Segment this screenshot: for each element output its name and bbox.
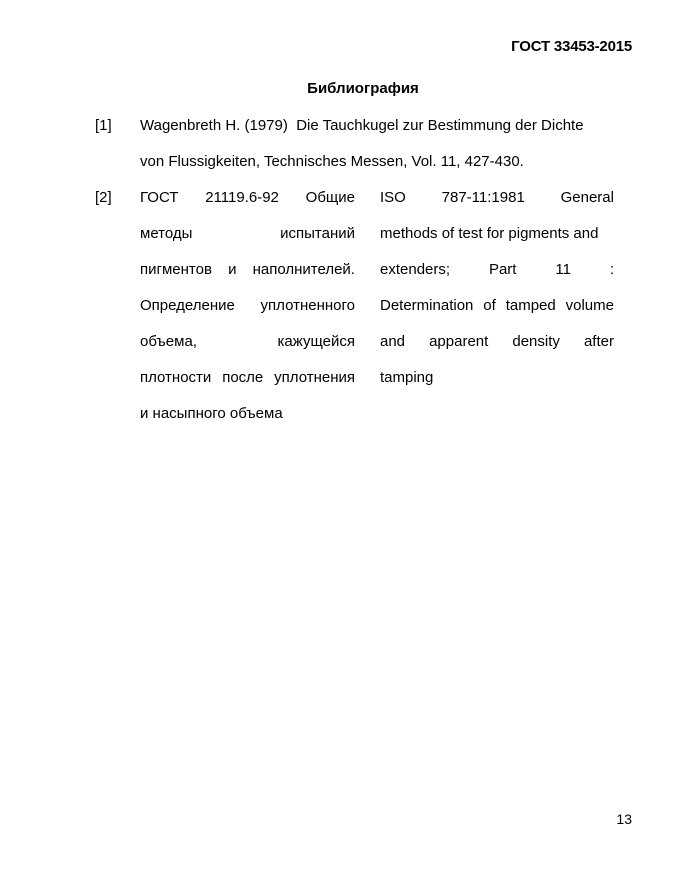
ru-word: 21119.6-92 (205, 189, 279, 206)
ru-word: после (222, 369, 264, 386)
en-word: of (483, 297, 496, 314)
page-number: 13 (616, 811, 632, 827)
ref-1-line-2: von Flussigkeiten, Technisches Messen, Vol. 11, 427-430. (140, 153, 524, 170)
ru-word: Определение (140, 297, 235, 314)
en-word: General (560, 189, 614, 206)
ref-2-ru-line (140, 369, 355, 387)
en-word: apparent (429, 333, 489, 350)
ref-2-ru-line (140, 189, 355, 207)
ref-2-en-line (380, 333, 614, 351)
ru-word: методы (140, 225, 193, 242)
ru-word: кажущейся (277, 333, 355, 350)
ru-word: уплотнения (274, 369, 355, 386)
en-word: volume (565, 297, 614, 314)
en-word: density (512, 333, 560, 350)
en-word: and (380, 333, 406, 350)
document-code: ГОСТ 33453-2015 (511, 38, 632, 55)
ru-word: и (228, 261, 237, 278)
ref-2-en-line (380, 297, 614, 315)
ref-2-ru-line (140, 333, 355, 351)
ref-1-line-1 (140, 117, 614, 135)
ru-word: наполнителей. (252, 261, 355, 278)
ref-2-ru-line (140, 297, 355, 315)
ref-2-en-line (380, 261, 614, 279)
ru-word: пигментов (140, 261, 212, 278)
ref-2-en-line (380, 369, 614, 387)
en-word: methods of test for pigments and (380, 225, 599, 242)
en-word: Part (488, 261, 517, 278)
ref-2-ru-line (140, 261, 355, 279)
en-word: tamped (505, 297, 556, 314)
section-title: Библиография (307, 80, 419, 97)
ru-word: плотности (140, 369, 212, 386)
ref-1-line-1-text: Wagenbreth H. (1979) Die Tauchkugel zur Bestimmung der Dichte (140, 117, 584, 134)
ref-2-en-line (380, 189, 614, 207)
en-word: extenders; (380, 261, 451, 278)
ref-2-en-line (380, 225, 614, 243)
en-word: : (609, 261, 614, 278)
ru-word: испытаний (280, 225, 355, 242)
ref-1-number: [1] (95, 117, 112, 134)
en-word: after (583, 333, 614, 350)
en-word: ISO (380, 189, 406, 206)
ref-2-ru-line (140, 405, 355, 423)
ru-word: Общие (305, 189, 355, 206)
ru-word: и насыпного объема (140, 405, 283, 422)
en-word: Determination (380, 297, 474, 314)
ref-2-ru-line (140, 225, 355, 243)
ru-word: объема, (140, 333, 197, 350)
en-word: 787-11:1981 (441, 189, 525, 206)
en-word: 11 (555, 261, 571, 278)
en-word: tamping (380, 369, 434, 386)
ru-word: ГОСТ (140, 189, 179, 206)
ref-2-number: [2] (95, 189, 112, 206)
ru-word: уплотненного (260, 297, 355, 314)
